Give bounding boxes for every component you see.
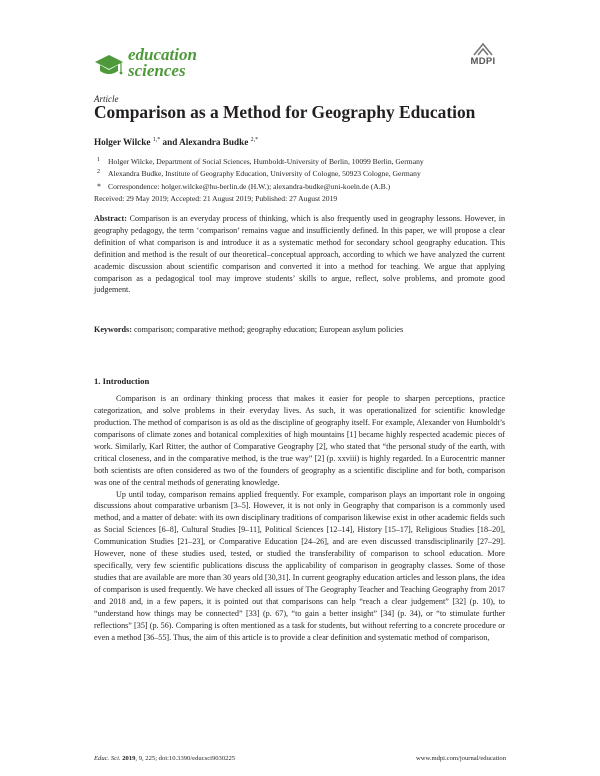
affiliation-mark: * (97, 181, 101, 191)
footer-journal-url[interactable]: www.mdpi.com/journal/education (415, 755, 506, 762)
footer-citation-rest: , 9, 225; doi:10.3390/educsci9030225 (135, 755, 236, 762)
correspondence[interactable] (94, 181, 424, 193)
keywords-text: comparison; comparative method; geography education; European asylum policies (133, 325, 404, 334)
body-text (94, 393, 505, 644)
footer-year: 2019 (122, 755, 136, 762)
publisher-name: MDPI (470, 56, 496, 67)
keywords-label: Keywords: (94, 325, 132, 334)
author-affil-mark: 1,* (152, 137, 161, 143)
journal-logo (94, 47, 234, 87)
affiliation-item (94, 168, 424, 180)
author-name: Alexandra Budke (179, 137, 249, 148)
mdpi-badge-icon (471, 42, 495, 56)
paragraph: Up until today, comparison remains applied frequently. For example, comparison plays an important role in ongoing discussions about comparative urbanism [3–5]. However, it is not only in Geography that comparison is a commonly used method, and a matter of debate: with its own disciplinary traditions of comparison likewise exist in other academic fields such as Social Sciences [6–8], Cultural Studies [9–11], Political Sciences [12–14], History [15–17], Religious Studies [18–20], Communication Studies [21–23], or Comparative Education [24–26], and are even discussed transdisciplinarily [27–29]. However, none of these studies used, tested, or studied the transferability of comparison to school education. More specifically, very few scientific publications discuss the applicability of comparison in geography classes. Some of those studies that are available are more than 30 years old [30,31]. In current geography education articles and lesson plans, the idea of comparison is used frequently. We have checked all issues of The Geography Teacher and Teaching Geography from 2017 and 2018 and, in a few papers, it is pointed out that comparisons can help “reach a clear judgement” [32] (p. 10), to “understand how things may be connected” [33] (p. 67), “to gain a better insight” [34] (p. 34), or “to stimulate further reflections” [35] (p. 56). Comparing is often mentioned as a task for students, but without referring to a concrete procedure or even a method [36–55]. Thus, the aim of this article is to provide a clear definition and systematic method of comparison, (94, 489, 505, 642)
journal-name-line2: sciences (128, 61, 186, 80)
paragraph: Comparison is an ordinary thinking process that makes it easier for people to sharpen perceptions, practice categorization, and solve problems in their everyday lives. As such, it was operationalized for scientific knowledge production. The method of comparison is as old as the discipline of geography itself. For example, Alexander von Humboldt’s comparisons of climate zones and botanical complexities of high mountains [1] became highly respected academic pieces of work. Similarly, Karl Ritter, the author of Comparative Geography [2], who stated that “the personal study of the earth, with critical closeness, and in the comparative method, is the true way” [2] (p. xxviii) is highly regarded. In a Eurocentric manner both scientists are often considered as two of the founders of geography as a scientific discipline and for both, comparison was one of the central methods of generating knowledge. (94, 394, 505, 487)
affiliations (94, 156, 424, 193)
author-affil-mark: 2,* (250, 137, 259, 143)
paper-title: Comparison as a Method for Geography Education (94, 102, 476, 122)
publisher-logo (462, 42, 504, 72)
footer-journal-abbr: Educ. Sci. (94, 755, 121, 762)
journal-name (128, 47, 197, 79)
graduation-cap-icon (94, 53, 124, 77)
publication-dates: Received: 29 May 2019; Accepted: 21 August 2019; Published: 27 August 2019 (94, 194, 338, 203)
section-heading: 1. Introduction (94, 376, 150, 386)
journal-name-line1: education (128, 45, 197, 64)
affiliation-mark: 2 (97, 169, 100, 176)
abstract (94, 213, 505, 296)
article-type: Article (94, 94, 119, 104)
author-conjunction: and (162, 137, 178, 148)
abstract-label: Abstract: (94, 214, 127, 223)
keywords (94, 325, 514, 334)
affiliation-text: Alexandra Budke, Institute of Geography Education, University of Cologne, 50923 Cologne, Germany (108, 169, 421, 179)
correspondence-text[interactable]: Correspondence: holger.wilcke@hu-berlin.de (H.W.); alexandra-budke@uni-koeln.de (A.B.) (108, 181, 391, 191)
abstract-text: Comparison is an everyday process of thinking, which is also frequently used in geography lessons. However, in geography pedagogy, the term ‘comparison’ remains vague and insufficiently defined. In this paper, we will propose a clear definition of what comparison is and introduce it as a systematic method for secondary school geography education. This definition and method is the result of our theoretical–conceptual approach, according to which we have analyzed the current academic discussion about scientific comparison and converted it into a method for teaching. We argue that applying comparison as a pedagogical tool may improve students’ skills to argue, reflect, solve problems, and promote good judgement. (94, 214, 506, 295)
footer-citation (94, 755, 235, 762)
author-name: Holger Wilcke (94, 137, 151, 148)
author-list (94, 137, 258, 147)
affiliation-mark: 1 (97, 157, 100, 163)
affiliation-item (94, 156, 424, 168)
affiliation-text: Holger Wilcke, Department of Social Sciences, Humboldt-University of Berlin, 10099 Berlin, Germany (108, 157, 424, 166)
